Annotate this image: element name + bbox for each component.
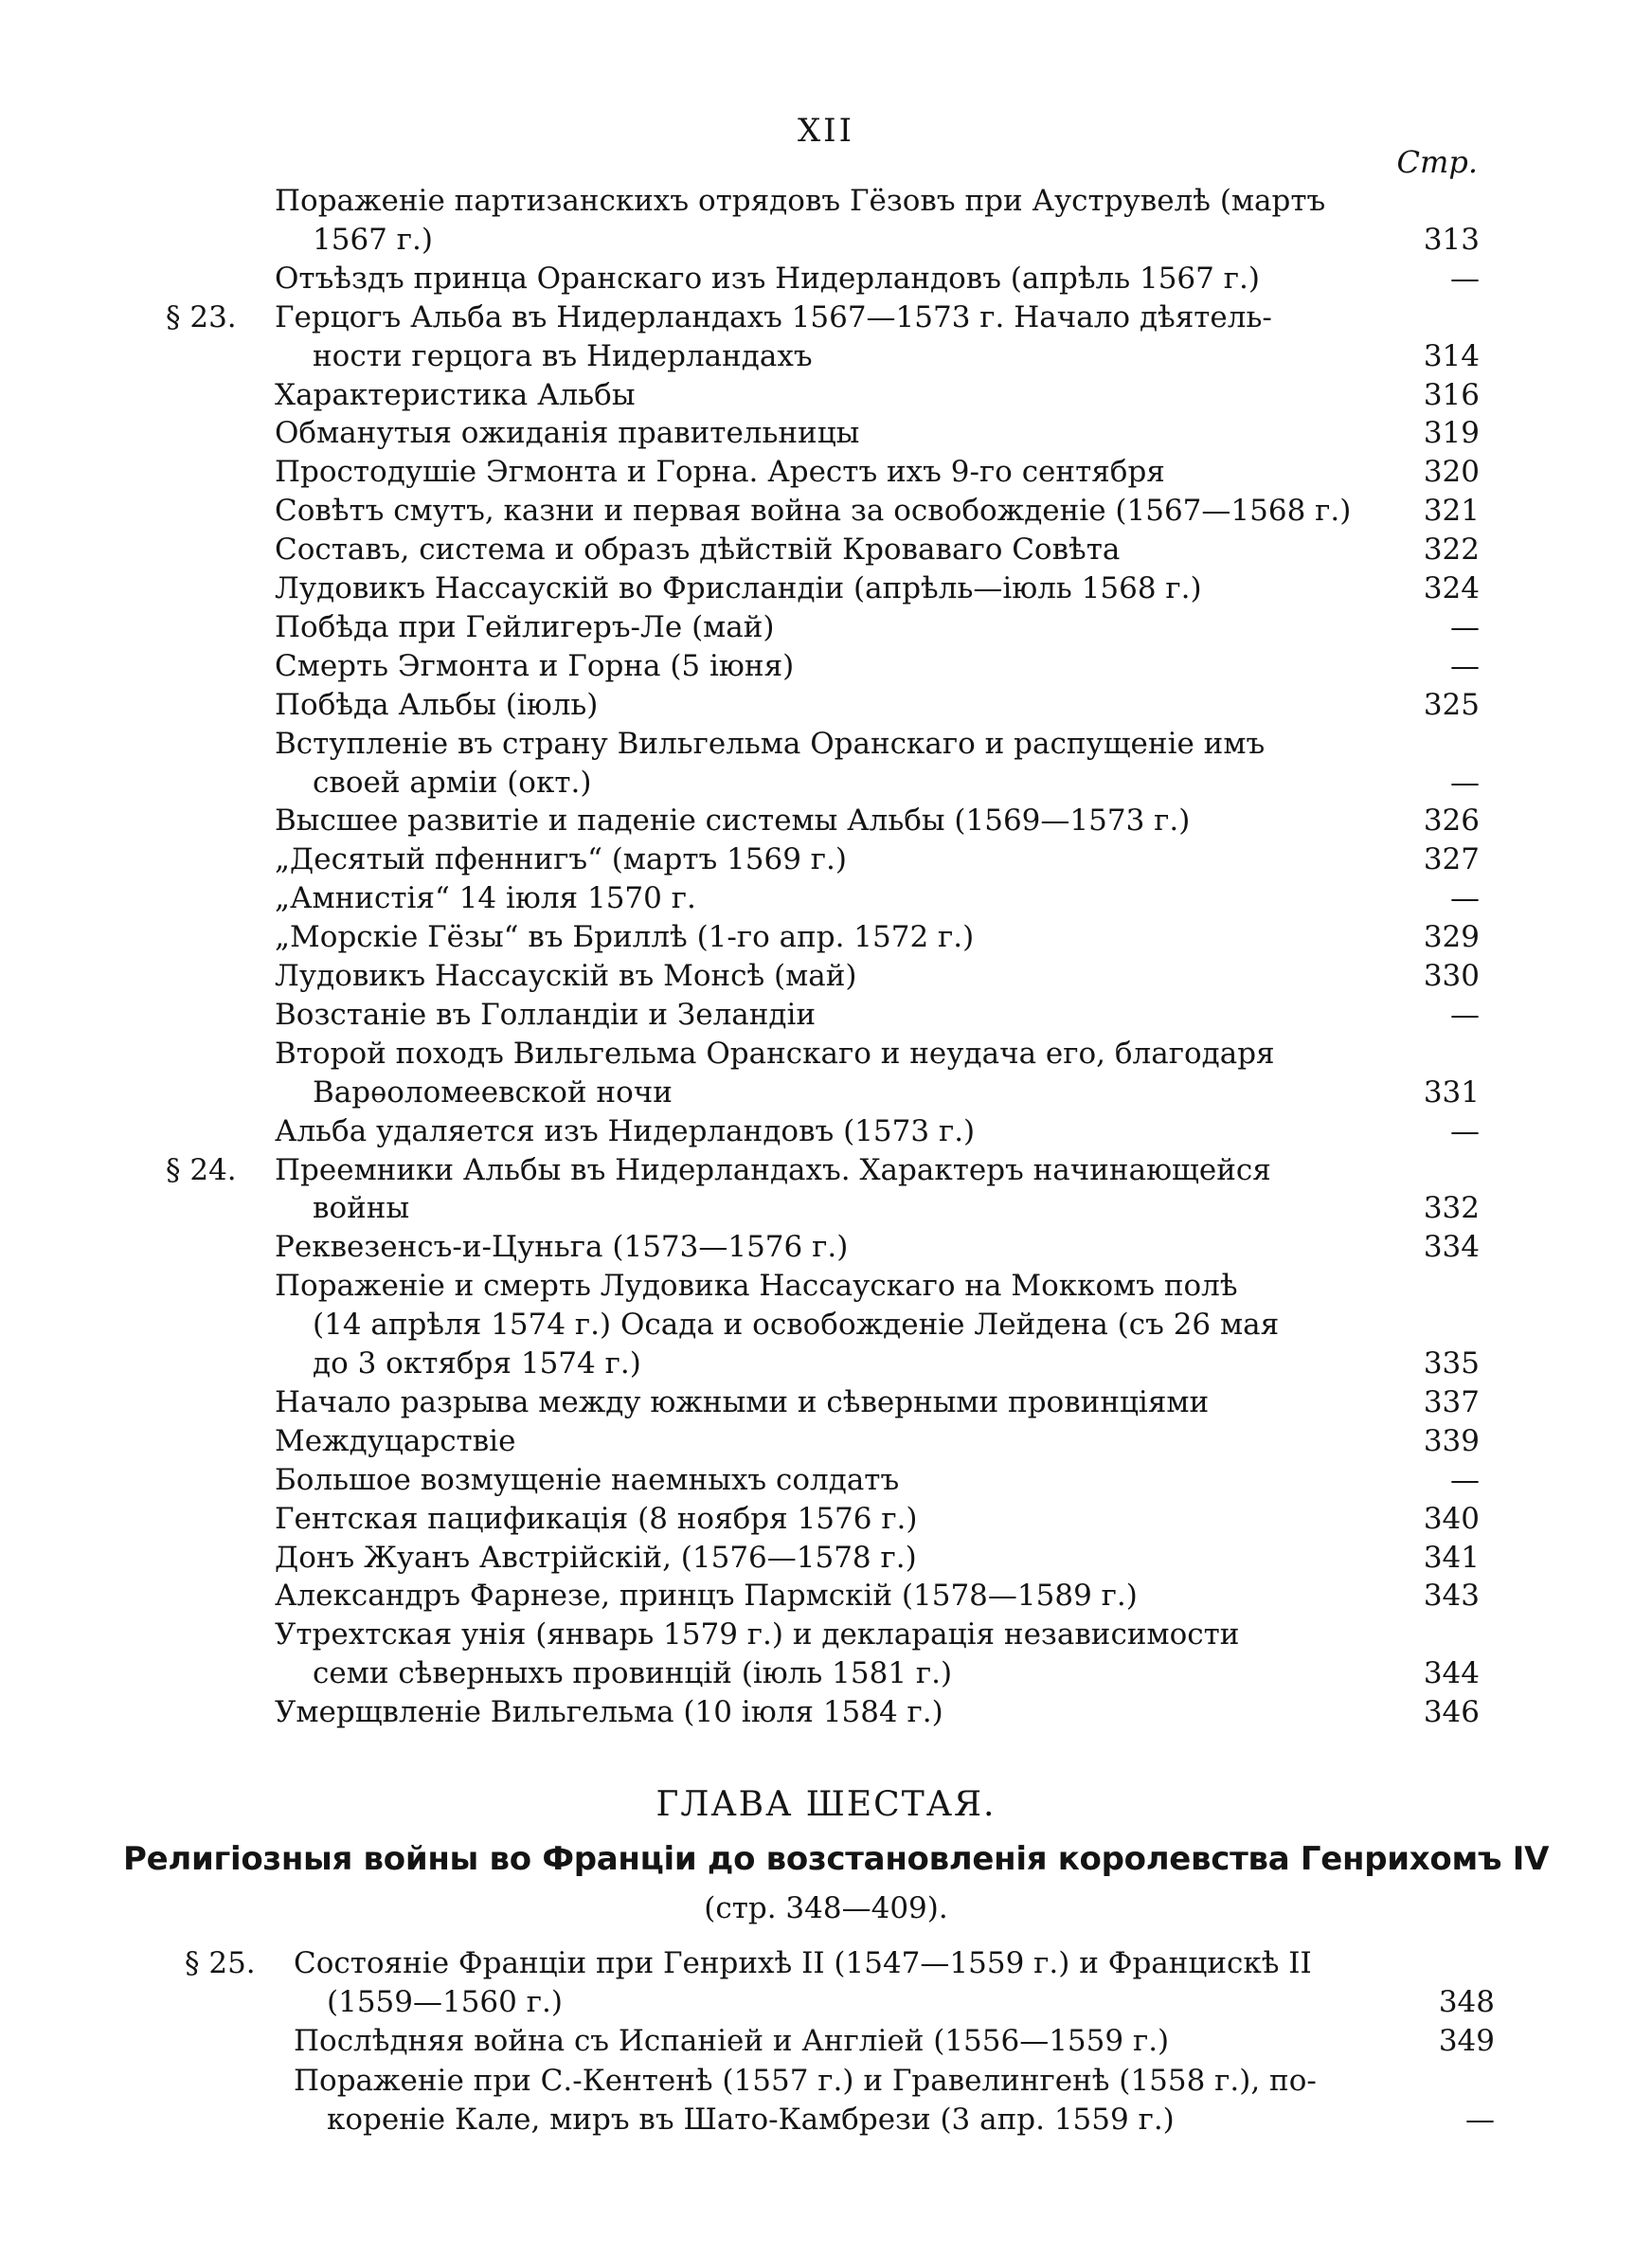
toc-page-number: —: [1450, 609, 1480, 644]
toc-page-number: 330: [1423, 959, 1480, 993]
toc-page-number: 322: [1423, 533, 1480, 568]
toc-entry-text: кореніе Кале, миръ въ Шато-Камбрези (3 апр. 1559 г.): [327, 2102, 1175, 2137]
toc-entry-text: Характеристика Альбы: [275, 377, 636, 412]
toc-entry-text: Альба удаляется изъ Нидерландовъ (1573 г.): [275, 1113, 976, 1148]
section-number: § 23.: [166, 299, 237, 334]
toc-entry-text: Совѣтъ смутъ, казни и первая война за освобожденіе (1567—1568 г.): [275, 494, 1352, 529]
toc-entry-text: Гентская пацификація (8 ноября 1576 г.): [275, 1501, 918, 1536]
toc-page-number: 324: [1423, 571, 1480, 605]
toc-entry-text: семи сѣверныхъ провинцій (іюль 1581 г.): [313, 1656, 953, 1691]
toc-entry-text: Отъѣздъ принца Оранскаго изъ Нидерландовъ (апрѣль 1567 г.): [275, 261, 1260, 296]
toc-page-number: —: [1450, 261, 1480, 296]
toc-entry-line: [313, 1345, 1402, 1382]
toc-page-number: 316: [1423, 377, 1480, 412]
toc-entry-line: [275, 182, 1402, 220]
toc-entry-line: [275, 957, 1402, 995]
toc-entry-text: Обманутыя ожиданія правительницы: [275, 416, 860, 451]
toc-page-number: 334: [1423, 1230, 1480, 1265]
toc-page-number: 327: [1423, 842, 1480, 877]
toc-page-number: 329: [1423, 920, 1480, 955]
toc-entry-line: [275, 1112, 1402, 1150]
toc-entry-text: „Морскіе Гёзы“ въ Бриллѣ (1-го апр. 1572 г.): [275, 920, 975, 955]
toc-entry-line: [327, 2101, 1416, 2139]
toc-entry-line: [275, 1500, 1402, 1538]
toc-entry-text: Состояніе Франціи при Генрихѣ II (1547—1559 г.) и Францискѣ II: [294, 1946, 1312, 1980]
toc-entry-text: Побѣда Альбы (іюль): [275, 687, 599, 722]
toc-entry-line: [275, 569, 1402, 607]
toc-entry-line: [313, 1074, 1402, 1111]
toc-entry-line: [275, 1422, 1402, 1460]
toc-entry-text: Лудовикъ Нассаускій въ Монсѣ (май): [275, 959, 857, 993]
section-number: § 25.: [185, 1946, 256, 1980]
toc-page-number: 335: [1423, 1346, 1480, 1381]
toc-entry-line: [275, 453, 1402, 491]
toc-entry-text: Междуцарствіе: [275, 1423, 516, 1458]
toc-page-number: —: [1450, 648, 1480, 683]
toc-entry-text: Вступленіе въ страну Вильгельма Оранскаго и распущеніе имъ: [275, 726, 1266, 761]
toc-entry-line: [275, 1461, 1402, 1499]
toc-page-number: 348: [1438, 1985, 1495, 2020]
toc-entry-line: [275, 918, 1402, 956]
toc-entry-text: „Десятый пфеннигъ“ (мартъ 1569 г.): [275, 842, 847, 877]
toc-entry-text: своей арміи (окт.): [313, 765, 592, 800]
toc-entry-text: до 3 октября 1574 г.): [313, 1346, 641, 1381]
toc-page-number: 340: [1423, 1501, 1480, 1536]
toc-entry-text: Преемники Альбы въ Нидерландахъ. Характеръ начинающейся: [275, 1152, 1271, 1187]
toc-entry-line: [275, 1035, 1402, 1073]
toc-entry-line: [294, 2062, 1416, 2100]
toc-entry-text: Послѣдняя война съ Испаніей и Англіей (1556—1559 г.): [294, 2024, 1170, 2059]
toc-entry-text: Пораженіе партизанскихъ отрядовъ Гёзовъ при Ауструвелѣ (мартъ: [275, 184, 1326, 218]
toc-entry-text: „Амнистія“ 14 іюля 1570 г.: [275, 881, 696, 916]
toc-entry-line: [275, 879, 1402, 917]
toc-entry-line: [275, 531, 1402, 569]
toc-entry-line: [275, 1228, 1402, 1266]
toc-entry-line: [313, 764, 1402, 802]
toc-page-number: 331: [1423, 1074, 1480, 1110]
toc-entry-line: [275, 608, 1402, 646]
toc-page-number: —: [1450, 1113, 1480, 1148]
section-number: § 24.: [166, 1152, 237, 1187]
toc-entry-line: [275, 260, 1402, 298]
toc-page-number: 320: [1423, 455, 1480, 490]
toc-entry-line: [275, 414, 1402, 452]
toc-entry-text: Возстаніе въ Голландіи и Зеландіи: [275, 997, 817, 1032]
toc-entry-text: Донъ Жуанъ Австрійскій, (1576—1578 г.): [275, 1540, 917, 1575]
toc-entry-line: [275, 298, 1402, 336]
toc-entry-text: Составъ, система и образъ дѣйствій Кроваваго Совѣта: [275, 533, 1121, 568]
toc-entry-text: 1567 г.): [313, 222, 433, 257]
toc-entry-line: [313, 1654, 1402, 1692]
toc-entry-line: [313, 337, 1402, 375]
toc-entry-line: [275, 1577, 1402, 1615]
toc-page-number: 321: [1423, 494, 1480, 529]
toc-entry-text: Герцогъ Альба въ Нидерландахъ 1567—1573 г. Начало дѣятель-: [275, 299, 1272, 334]
toc-entry-line: [313, 1306, 1402, 1344]
toc-entry-line: [327, 1983, 1416, 2021]
toc-entry-text: Утрехтская унія (январь 1579 г.) и декларація независимости: [275, 1617, 1240, 1652]
toc-entry-line: [275, 996, 1402, 1034]
toc-page-number: —: [1450, 1462, 1480, 1497]
toc-entry-line: [275, 492, 1402, 530]
chapter-title: Религіозныя войны во Франціи до возстановленія королевства Генрихомъ IV: [123, 1840, 1550, 1878]
toc-entry-text: Начало разрыва между южными и сѣверными провинціями: [275, 1384, 1210, 1419]
chapter-page-range: (стр. 348—409).: [704, 1891, 948, 1925]
page-column-header: Стр.: [1396, 144, 1478, 180]
toc-entry-line: [275, 1267, 1402, 1305]
toc-entry-text: Умерщвленіе Вильгельма (10 іюля 1584 г.): [275, 1695, 943, 1730]
toc-entry-line: [275, 1151, 1402, 1189]
toc-page-number: 344: [1423, 1656, 1480, 1691]
toc-page-number: 343: [1423, 1579, 1480, 1614]
toc-entry-text: войны: [313, 1191, 410, 1226]
toc-entry-line: [275, 376, 1402, 414]
toc-page-number: 349: [1438, 2024, 1495, 2059]
toc-entry-text: Пораженіе и смерть Лудовика Нассаускаго на Моккомъ полѣ: [275, 1269, 1238, 1304]
toc-entry-line: [275, 1383, 1402, 1421]
toc-entry-text: Простодушіе Эгмонта и Горна. Арестъ ихъ 9-го сентября: [275, 455, 1165, 490]
toc-page-number: 325: [1423, 687, 1480, 722]
toc-entry-text: Второй походъ Вильгельма Оранскаго и неудача его, благодаря: [275, 1036, 1275, 1071]
toc-entry-line: [275, 1616, 1402, 1653]
toc-page-number: 319: [1423, 416, 1480, 451]
toc-entry-line: [275, 1693, 1402, 1731]
toc-page-number: 346: [1423, 1695, 1480, 1730]
toc-page-number: 337: [1423, 1384, 1480, 1419]
toc-entry-text: Александръ Фарнезе, принцъ Пармскій (1578—1589 г.): [275, 1579, 1138, 1614]
toc-entry-line: [275, 686, 1402, 724]
toc-entry-text: (1559—1560 г.): [327, 1985, 563, 2020]
toc-entry-line: [275, 1539, 1402, 1577]
toc-page-number: 314: [1423, 338, 1480, 373]
toc-entry-line: [294, 2022, 1416, 2060]
toc-page-number: —: [1465, 2102, 1495, 2137]
toc-entry-text: ности герцога въ Нидерландахъ: [313, 338, 813, 373]
toc-entry-text: Реквезенсъ-и-Цуньга (1573—1576 г.): [275, 1230, 849, 1265]
toc-page-number: —: [1450, 765, 1480, 800]
toc-entry-line: [313, 1189, 1402, 1227]
toc-entry-line: [275, 647, 1402, 685]
toc-entry-text: Большое возмущеніе наемныхъ солдатъ: [275, 1462, 900, 1497]
toc-page-number: —: [1450, 997, 1480, 1032]
toc-page-number: —: [1450, 881, 1480, 916]
chapter-heading: ГЛАВА ШЕСТАЯ.: [655, 1785, 997, 1824]
toc-page-number: 339: [1423, 1423, 1480, 1458]
toc-entry-text: Пораженіе при С.-Кентенѣ (1557 г.) и Гравелингенѣ (1558 г.), по-: [294, 2063, 1317, 2098]
toc-entry-line: [275, 840, 1402, 878]
toc-page-number: 332: [1423, 1191, 1480, 1226]
toc-entry-text: Высшее развитіе и паденіе системы Альбы (1569—1573 г.): [275, 803, 1191, 839]
toc-entry-line: [313, 221, 1402, 259]
toc-entry-line: [275, 802, 1402, 840]
toc-page-number: 326: [1423, 803, 1480, 839]
toc-entry-text: Лудовикъ Нассаускій во Фрисландіи (апрѣль—іюль 1568 г.): [275, 571, 1202, 605]
toc-entry-line: [275, 725, 1402, 763]
toc-entry-line: [294, 1944, 1416, 1982]
page-number: XII: [797, 112, 855, 150]
toc-entry-text: Побѣда при Гейлигеръ-Ле (май): [275, 609, 775, 644]
toc-entry-text: Варѳоломеевской ночи: [313, 1074, 673, 1110]
toc-entry-text: (14 апрѣля 1574 г.) Осада и освобожденіе Лейдена (съ 26 мая: [313, 1308, 1280, 1343]
toc-page-number: 313: [1423, 222, 1480, 257]
toc-entry-text: Смерть Эгмонта и Горна (5 іюня): [275, 648, 795, 683]
toc-page-number: 341: [1423, 1540, 1480, 1575]
